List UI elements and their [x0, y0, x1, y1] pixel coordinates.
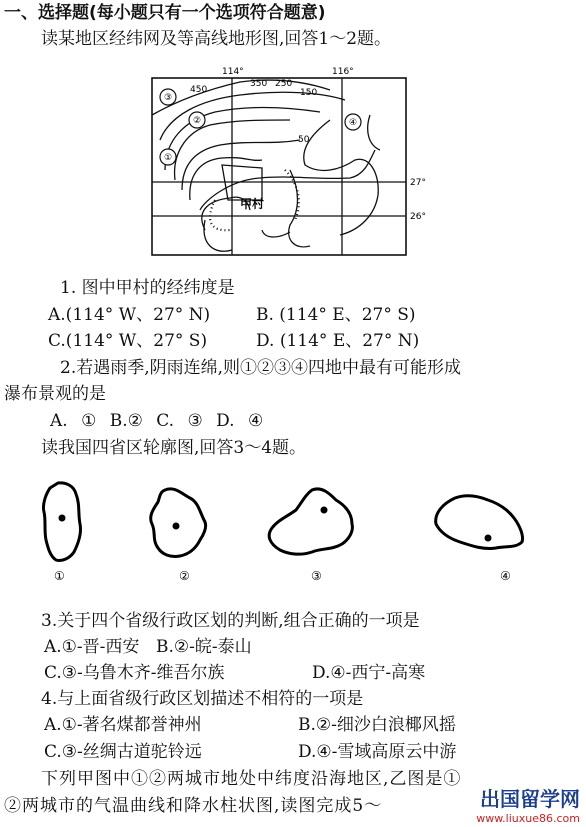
section-title: 一、选择题(每小题只有一个选项符合题意) [4, 3, 326, 23]
q1-option-b: B. (114° E、27° S) [256, 305, 416, 325]
province-label-2: ② [179, 569, 190, 583]
q3-stem: 3.关于四个省级行政区划的判断,组合正确的一项是 [41, 611, 420, 631]
marker-2: ② [193, 116, 202, 126]
intro-climate-line1: 下列甲图中①②两城市地处中纬度沿海地区,乙图是① [41, 769, 462, 789]
q4-option-c: C.③-丝绸古道驼铃远 [44, 742, 202, 762]
contour-350: 350 [250, 79, 268, 89]
contour-250: 250 [275, 79, 293, 89]
intro-map-question: 读某地区经纬网及等高线地形图,回答1～2题。 [41, 29, 392, 49]
q4-option-d: D.④-雪域高原云中游 [298, 742, 457, 762]
q2-options: A. ① B.② C. ③ D. ④ [50, 411, 264, 431]
q1-option-a: A.(114° W、27° N) [48, 305, 211, 325]
q4-option-b: B.②-细沙白浪椰风摇 [298, 715, 456, 735]
q1-stem: 1. 图中甲村的经纬度是 [60, 278, 235, 298]
latitude-27: 27° [410, 178, 426, 188]
q3-option-c: C.③-乌鲁木齐-维吾尔族 [44, 663, 225, 683]
q2-stem-line2: 瀑布景观的是 [4, 384, 106, 404]
province-label-4: ④ [500, 569, 511, 583]
longitude-116: 116° [332, 67, 354, 77]
watermark-name: 出国留学网 [480, 787, 580, 811]
contour-450: 450 [190, 85, 208, 95]
q3-option-a: A.①-晋-西安 [44, 637, 140, 657]
contour-map [0, 60, 586, 260]
province-outlines [0, 468, 586, 598]
village-label: 甲村 [240, 197, 265, 211]
latitude-26: 26° [410, 212, 426, 222]
province-label-3: ③ [311, 569, 322, 583]
q1-option-c: C.(114° W、27° S) [48, 331, 208, 351]
q4-stem: 4.与上面省级行政区划描述不相符的一项是 [41, 689, 364, 709]
contour-150: 150 [300, 88, 318, 98]
contour-50: 50 [298, 135, 310, 145]
marker-3: ③ [164, 93, 173, 103]
q2-stem-line1: 2.若遇雨季,阴雨连绵,则①②③④四地中最有可能形成 [60, 358, 462, 378]
q3-option-b: B.②-皖-泰山 [156, 637, 252, 657]
intro-provinces: 读我国四省区轮廓图,回答3～4题。 [41, 438, 307, 458]
q4-option-a: A.①-著名煤都誉神州 [44, 715, 202, 735]
q3-option-d: D.④-西宁-高寒 [312, 663, 426, 683]
site-watermark [476, 783, 580, 825]
longitude-114: 114° [222, 67, 244, 77]
province-label-1: ① [54, 569, 65, 583]
intro-climate-line2: ②两城市的气温曲线和降水柱状图,读图完成5～ [4, 796, 383, 816]
marker-1: ① [164, 153, 173, 163]
marker-4: ④ [349, 118, 358, 128]
q1-option-d: D. (114° E、27° N) [256, 331, 420, 351]
watermark-url: www.liuxue86.com [476, 812, 580, 825]
